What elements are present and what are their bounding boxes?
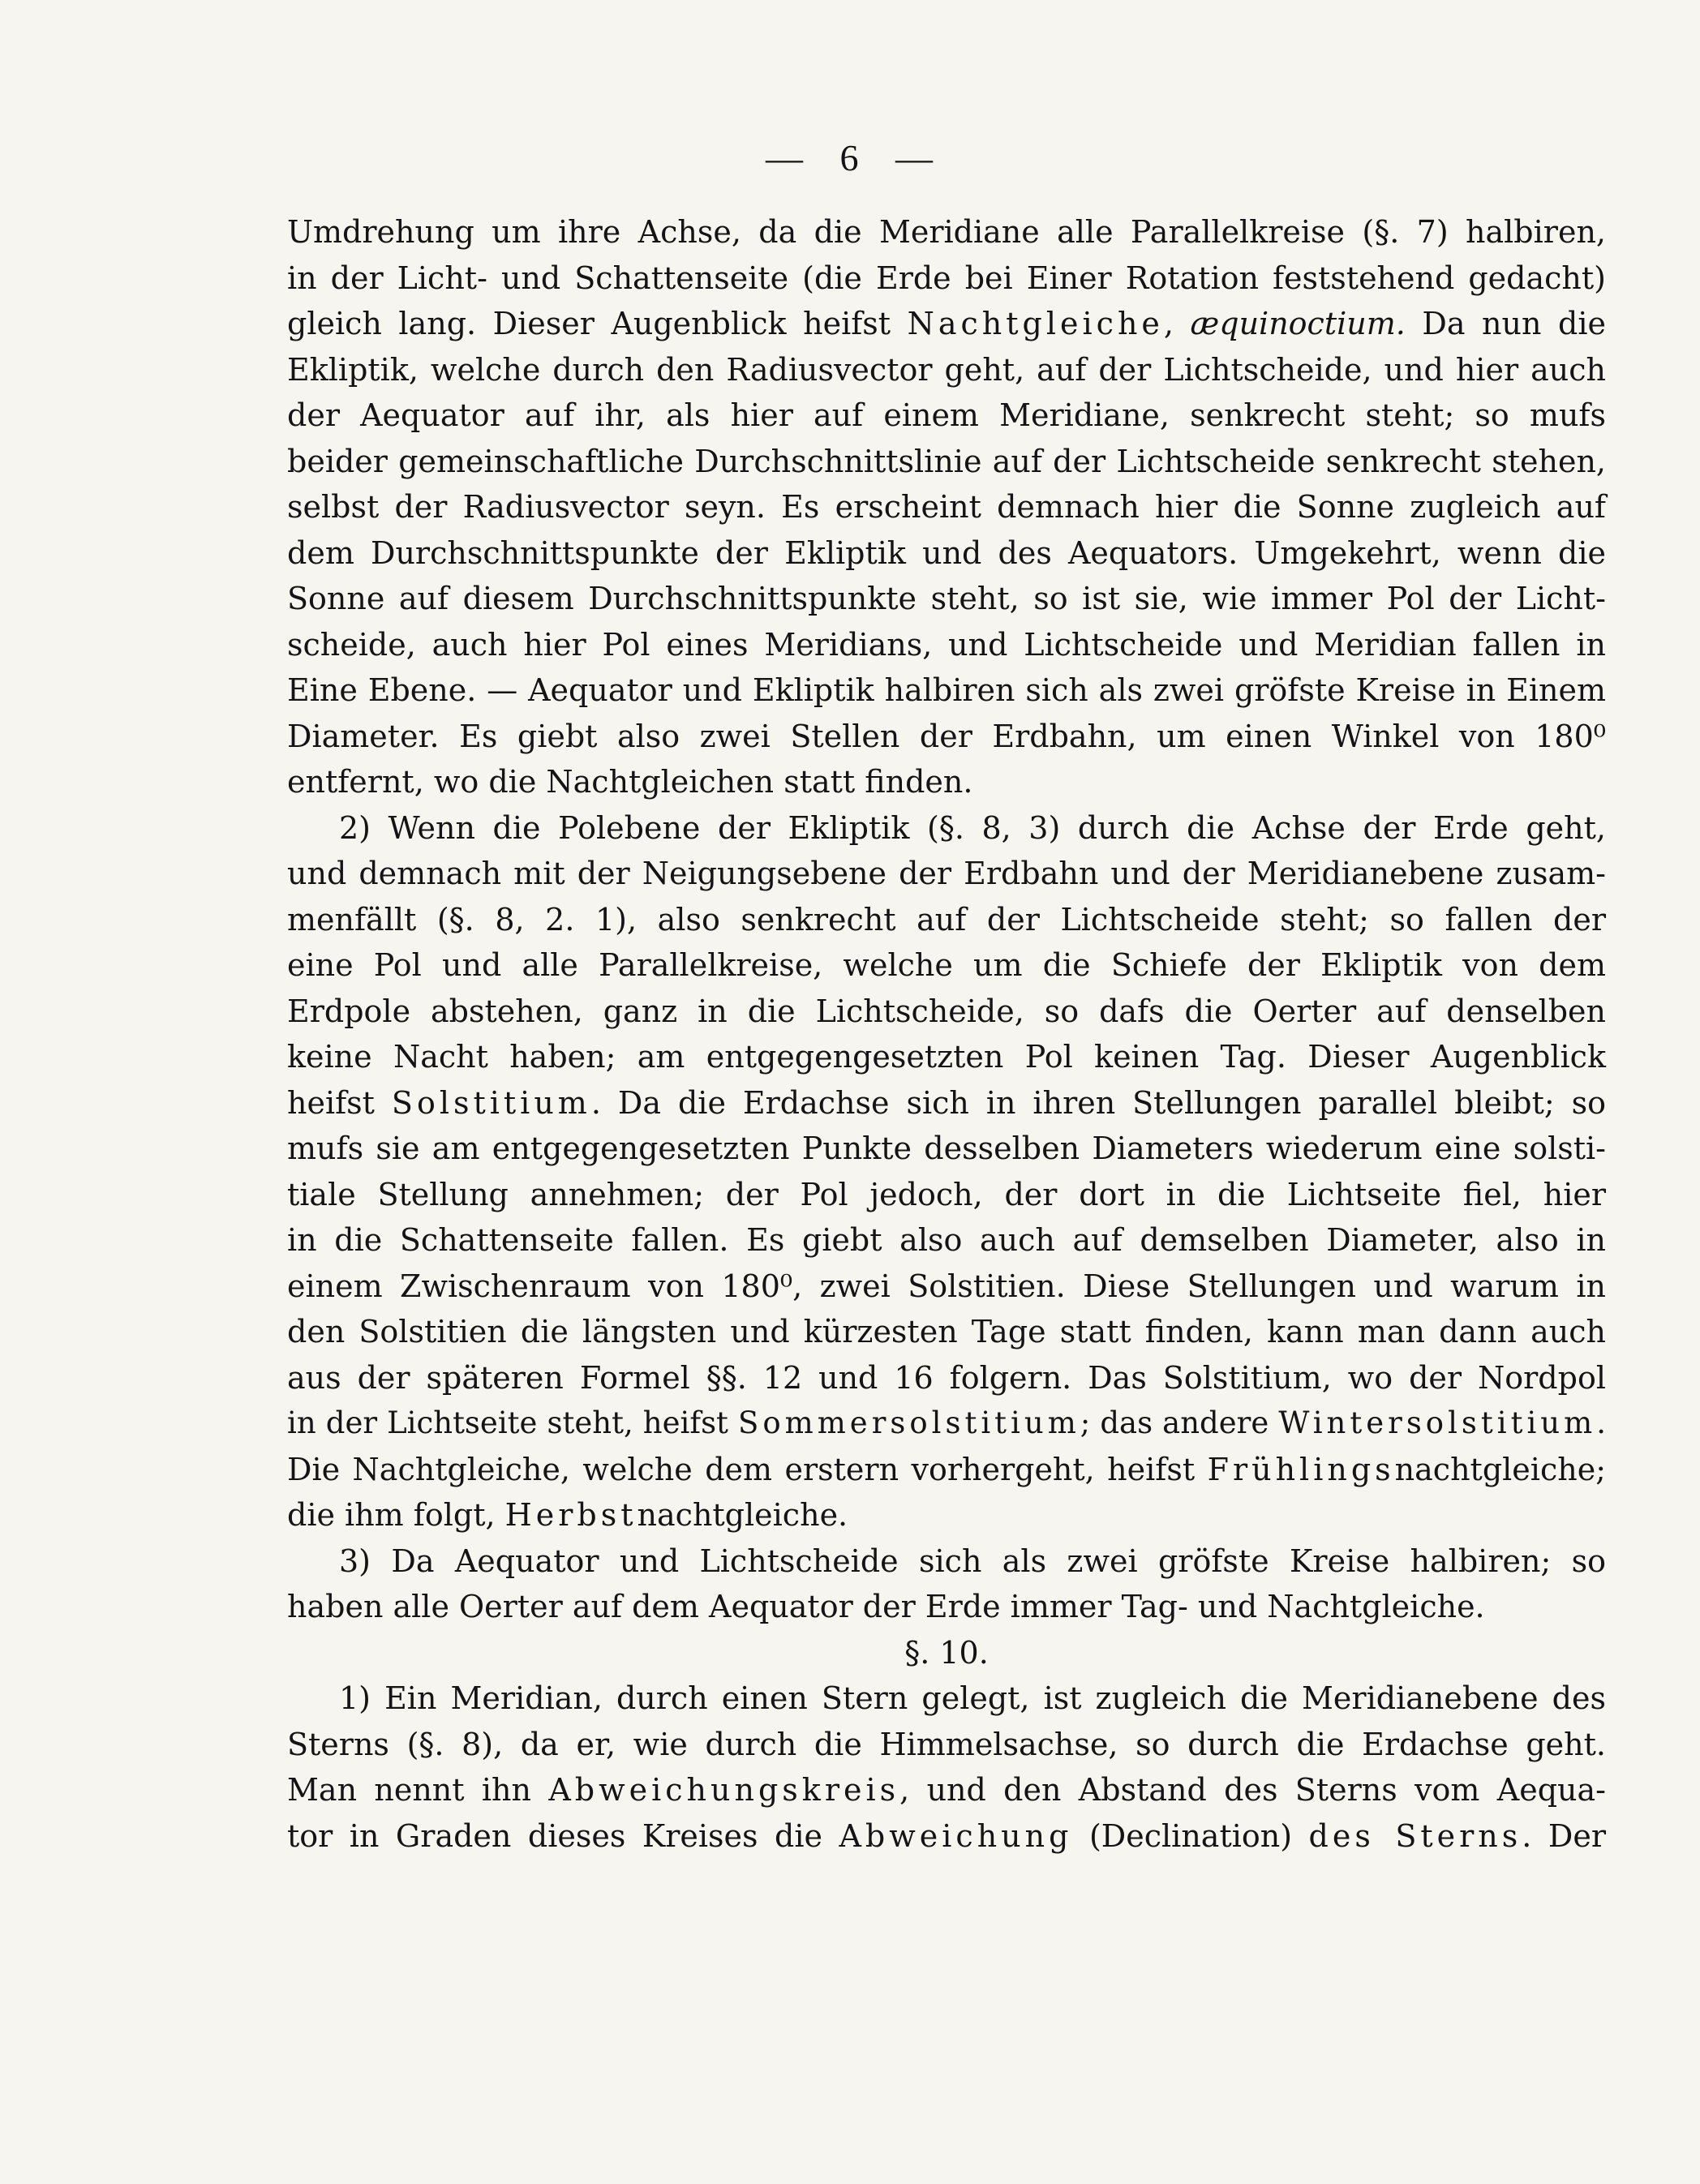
spaced-term: Sommersolstitium bbox=[738, 1405, 1080, 1440]
spaced-term: Solstitium bbox=[391, 1084, 591, 1121]
text-line bbox=[287, 1676, 1606, 1722]
text-run: der Aequator auf ihr, als hier auf einem Meridiane, senkrecht steht; so mufs bbox=[287, 397, 1606, 433]
text-run: Man nennt ihn bbox=[287, 1772, 549, 1808]
text-line bbox=[287, 484, 1606, 530]
page-number-dash-left: — bbox=[766, 137, 805, 178]
text-run: beider gemeinschaftliche Durchschnittslinie auf der Lichtscheide senkrecht stehen, bbox=[287, 443, 1606, 479]
text-line bbox=[287, 1034, 1606, 1080]
text-line bbox=[287, 209, 1606, 255]
text-run: menfällt (§. 8, 2. 1), also senkrecht auf der Lichtscheide steht; so fallen der bbox=[287, 901, 1606, 938]
text-line bbox=[287, 255, 1606, 302]
text-run: , bbox=[1163, 306, 1191, 341]
text-line bbox=[287, 393, 1606, 439]
text-run: ; das andere bbox=[1080, 1405, 1279, 1440]
text-line bbox=[287, 1538, 1606, 1585]
text-line bbox=[287, 439, 1606, 485]
text-run: und demnach mit der Neigungsebene der Erdbahn und der Meridianebene zusam- bbox=[287, 856, 1606, 891]
text-run: die ihm folgt, bbox=[287, 1497, 505, 1533]
text-run: in der Licht- und Schattenseite (die Erde bei Einer Rotation feststehend gedacht) bbox=[287, 260, 1606, 296]
text-line bbox=[287, 1584, 1606, 1630]
spaced-term: Herbst bbox=[504, 1497, 638, 1533]
spaced-term: Frühlings bbox=[1207, 1451, 1395, 1487]
text-run: eine Pol und alle Parallelkreise, welche um die Schiefe der Ekliptik von dem bbox=[287, 947, 1606, 983]
text-run: scheide, auch hier Pol eines Meridians, und Lichtscheide und Meridian fallen in bbox=[287, 626, 1606, 663]
text-run: Eine Ebene. — Aequator und Ekliptik halbiren sich als zwei gröfste Kreise in Einem bbox=[287, 672, 1606, 708]
text-run: nachtgleiche. bbox=[637, 1497, 848, 1533]
text-line bbox=[287, 1722, 1606, 1768]
spaced-term: Nachtgleiche bbox=[907, 306, 1164, 341]
page-number bbox=[0, 136, 1700, 179]
text-line bbox=[287, 576, 1606, 622]
text-line bbox=[287, 1813, 1606, 1860]
spaced-term: Wintersolstitium bbox=[1278, 1405, 1597, 1440]
text-line bbox=[287, 759, 1606, 805]
text-line bbox=[287, 1767, 1606, 1813]
text-run: Sonne auf diesem Durchschnittspunkte steht, so ist sie, wie immer Pol der Licht- bbox=[287, 581, 1606, 616]
text-run: tor in Graden dieses Kreises die bbox=[287, 1817, 839, 1854]
text-run: Umdrehung um ihre Achse, da die Meridiane alle Parallelkreise (§. 7) halbiren, bbox=[287, 214, 1606, 250]
text-run: selbst der Radiusvector seyn. Es erscheint demnach hier die Sonne zugleich auf bbox=[287, 489, 1606, 525]
text-run: keine Nacht haben; am entgegengesetzten Pol keinen Tag. Dieser Augenblick bbox=[287, 1039, 1606, 1075]
text-line bbox=[287, 1264, 1606, 1310]
text-run: haben alle Oerter auf dem Aequator der Erde immer Tag- und Nachtgleiche. bbox=[287, 1589, 1485, 1624]
text-line bbox=[287, 622, 1606, 668]
text-line bbox=[287, 1309, 1606, 1355]
text-run: in die Schattenseite fallen. Es giebt also auch auf demselben Diameter, also in bbox=[287, 1222, 1606, 1258]
text-line bbox=[287, 1492, 1606, 1538]
text-run: mufs sie am entgegengesetzten Punkte desselben Diameters wiederum eine solsti- bbox=[287, 1131, 1606, 1166]
section-heading bbox=[287, 1630, 1606, 1676]
text-run: heifst bbox=[287, 1084, 392, 1121]
text-line bbox=[287, 1080, 1606, 1126]
text-run: dem Durchschnittspunkte der Ekliptik und des Aequators. Umgekehrt, wenn die bbox=[287, 534, 1606, 571]
text-line bbox=[287, 989, 1606, 1035]
spaced-term: des Sterns bbox=[1308, 1817, 1522, 1854]
text-line bbox=[287, 301, 1606, 347]
text-line bbox=[287, 530, 1606, 577]
text-line bbox=[287, 667, 1606, 714]
text-run: entfernt, wo die Nachtgleichen statt finden. bbox=[287, 764, 973, 800]
text-run: . bbox=[1596, 1405, 1606, 1440]
text-line bbox=[287, 1172, 1606, 1218]
text-line bbox=[287, 1217, 1606, 1264]
text-run: Die Nachtgleiche, welche dem erstern vorhergeht, heifst bbox=[287, 1451, 1208, 1487]
text-line bbox=[287, 851, 1606, 897]
text-run: 3) Da Aequator und Lichtscheide sich als zwei gröfste Kreise halbiren; so bbox=[339, 1543, 1606, 1579]
text-line bbox=[287, 1447, 1606, 1493]
text-run: den Solstitien die längsten und kürzesten Tage statt finden, kann man dann auch bbox=[287, 1314, 1606, 1349]
text-run: 1) Ein Meridian, durch einen Stern gelegt, ist zugleich die Meridianebene des bbox=[339, 1680, 1606, 1716]
body-text bbox=[287, 209, 1606, 1859]
text-line bbox=[287, 347, 1606, 393]
page-number-dash-right: — bbox=[895, 137, 934, 178]
text-line bbox=[287, 1126, 1606, 1172]
text-run: Erdpole abstehen, ganz in die Lichtscheide, so dafs die Oerter auf denselben bbox=[287, 993, 1606, 1029]
text-run: . Der bbox=[1522, 1817, 1606, 1854]
text-line bbox=[287, 897, 1606, 943]
text-run: aus der späteren Formel §§. 12 und 16 folgern. Das Solstitium, wo der Nordpol bbox=[287, 1359, 1606, 1396]
text-run: . Da die Erdachse sich in ihren Stellungen parallel bleibt; so bbox=[590, 1084, 1607, 1121]
text-run: Ekliptik, welche durch den Radiusvector geht, auf der Lichtscheide, und hier auch bbox=[287, 351, 1606, 388]
page-number-value: 6 bbox=[839, 137, 861, 178]
text-run: (Declination) bbox=[1072, 1817, 1309, 1854]
text-run: §. 10. bbox=[904, 1634, 989, 1671]
text-run: 2) Wenn die Polebene der Ekliptik (§. 8, 3) durch die Achse der Erde geht, bbox=[339, 809, 1606, 846]
text-run: gleich lang. Dieser Augenblick heifst bbox=[287, 306, 908, 341]
italic-term: æquinoctium. bbox=[1190, 306, 1406, 341]
text-line bbox=[287, 1401, 1606, 1447]
text-run: in der Lichtseite steht, heifst bbox=[287, 1405, 739, 1440]
text-line bbox=[287, 714, 1606, 760]
text-run: , und den Abstand des Sterns vom Aequa- bbox=[899, 1772, 1606, 1808]
text-run: Sterns (§. 8), da er, wie durch die Himmelsachse, so durch die Erdachse geht. bbox=[287, 1726, 1606, 1762]
text-run: Da nun die bbox=[1405, 306, 1606, 341]
text-run: einem Zwischenraum von 180⁰, zwei Solstitien. Diese Stellungen und warum in bbox=[287, 1268, 1606, 1304]
text-line bbox=[287, 1355, 1606, 1401]
spaced-term: Abweichungskreis bbox=[548, 1772, 900, 1808]
text-run: tiale Stellung annehmen; der Pol jedoch, der dort in die Lichtseite fiel, hier bbox=[287, 1176, 1606, 1212]
spaced-term: Abweichung bbox=[839, 1817, 1073, 1854]
text-line bbox=[287, 805, 1606, 852]
text-line bbox=[287, 942, 1606, 989]
text-run: nachtgleiche; bbox=[1394, 1451, 1606, 1487]
text-run: Diameter. Es giebt also zwei Stellen der Erdbahn, um einen Winkel von 180⁰ bbox=[287, 718, 1606, 754]
